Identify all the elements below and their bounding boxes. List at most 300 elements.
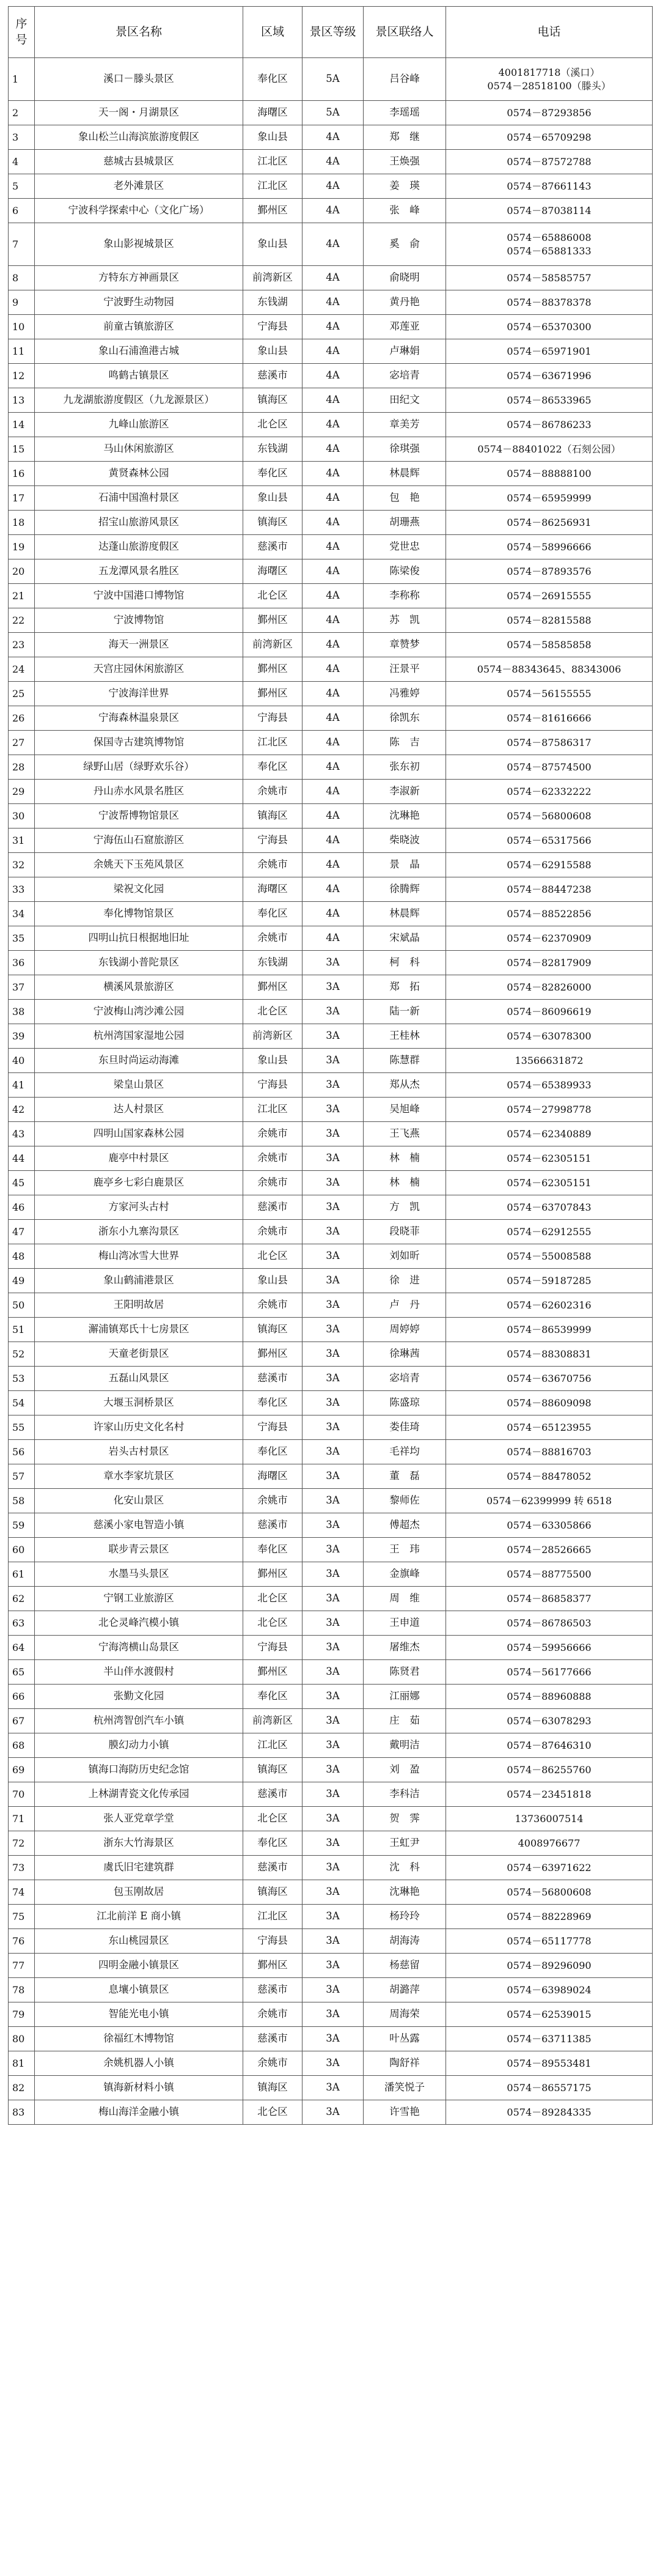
contact-cell: 景 晶 <box>364 853 446 877</box>
phone-number: 0574－65123955 <box>507 1421 592 1433</box>
table-row <box>9 926 653 951</box>
scenic-name-cell: 张勤文化园 <box>35 1685 243 1709</box>
contact-cell: 吕谷峰 <box>364 58 446 101</box>
phone-cell <box>446 486 653 511</box>
level-cell: 4A <box>302 853 364 877</box>
area-cell: 前湾新区 <box>243 633 302 657</box>
number-cell: 78 <box>9 1978 35 2002</box>
table-row <box>9 2100 653 2125</box>
scenic-name-cell: 慈溪小家电智造小镇 <box>35 1513 243 1538</box>
phone-cell <box>446 1856 653 1880</box>
level-cell: 4A <box>302 608 364 633</box>
table-row <box>9 462 653 486</box>
number-cell: 27 <box>9 731 35 755</box>
phone-cell <box>446 150 653 174</box>
scenic-name-cell: 招宝山旅游风景区 <box>35 511 243 535</box>
scenic-name-cell: 宁波梅山湾沙滩公园 <box>35 1000 243 1024</box>
scenic-name-cell: 象山鹤浦港景区 <box>35 1269 243 1293</box>
area-cell: 镇海区 <box>243 388 302 413</box>
table-row <box>9 1733 653 1758</box>
phone-number: 0574－62305151 <box>507 1176 592 1189</box>
scenic-area-table-container <box>8 6 652 2125</box>
phone-number: 0574－89553481 <box>507 2057 592 2069</box>
contact-cell: 周海荣 <box>364 2002 446 2027</box>
scenic-name-cell: 慈城古县城景区 <box>35 150 243 174</box>
contact-cell: 卢琳娟 <box>364 339 446 364</box>
phone-number: 0574－86786233 <box>507 418 592 430</box>
area-cell: 前湾新区 <box>243 1024 302 1049</box>
phone-cell <box>446 1685 653 1709</box>
number-cell: 14 <box>9 413 35 437</box>
phone-number: 0574－86539999 <box>507 1323 592 1335</box>
phone-number: 0574－88228969 <box>507 1910 592 1922</box>
level-cell: 3A <box>302 1489 364 1513</box>
level-cell: 4A <box>302 150 364 174</box>
area-cell: 江北区 <box>243 731 302 755</box>
phone-number: 0574－89284335 <box>507 2106 592 2118</box>
area-cell: 慈溪市 <box>243 2027 302 2051</box>
contact-cell: 郑 继 <box>364 125 446 150</box>
number-cell: 62 <box>9 1587 35 1611</box>
area-cell: 余姚市 <box>243 2051 302 2076</box>
table-row <box>9 2027 653 2051</box>
scenic-name-cell: 梁皇山景区 <box>35 1073 243 1098</box>
phone-number: 0574－88308831 <box>507 1348 592 1360</box>
number-cell: 50 <box>9 1293 35 1318</box>
contact-cell: 李淑新 <box>364 780 446 804</box>
area-cell: 东钱湖 <box>243 290 302 315</box>
phone-cell <box>446 1342 653 1367</box>
area-cell: 海曙区 <box>243 559 302 584</box>
area-cell: 慈溪市 <box>243 1367 302 1391</box>
level-cell: 3A <box>302 1978 364 2002</box>
phone-number: 0574－87574500 <box>507 761 592 773</box>
area-cell: 镇海区 <box>243 1880 302 1905</box>
scenic-name-cell: 宁海森林温泉景区 <box>35 706 243 731</box>
level-cell: 3A <box>302 1367 364 1391</box>
phone-cell <box>446 1709 653 1733</box>
scenic-name-cell: 宁海伍山石窟旅游区 <box>35 829 243 853</box>
table-row <box>9 1244 653 1269</box>
level-cell: 3A <box>302 2027 364 2051</box>
contact-cell: 徐凯东 <box>364 706 446 731</box>
level-cell: 3A <box>302 2002 364 2027</box>
phone-number: 0574－59956666 <box>507 1641 592 1653</box>
phone-number: 0574－55008588 <box>507 1250 592 1262</box>
phone-number: 4001817718（溪口） <box>498 66 600 78</box>
phone-number: 0574－65959999 <box>507 492 592 504</box>
phone-number: 0574－65389933 <box>507 1079 592 1091</box>
number-cell: 73 <box>9 1856 35 1880</box>
area-cell: 慈溪市 <box>243 364 302 388</box>
level-cell: 3A <box>302 1685 364 1709</box>
scenic-name-cell: 象山影视城景区 <box>35 223 243 266</box>
phone-number: 0574－56800608 <box>507 810 592 822</box>
phone-number: 0574－63707843 <box>507 1201 592 1213</box>
area-cell: 北仑区 <box>243 413 302 437</box>
area-cell: 宁海县 <box>243 1929 302 1954</box>
level-cell: 3A <box>302 1636 364 1660</box>
table-row <box>9 1024 653 1049</box>
area-cell: 余姚市 <box>243 1293 302 1318</box>
area-cell: 奉化区 <box>243 902 302 926</box>
number-cell: 83 <box>9 2100 35 2125</box>
phone-number: 0574－62399999 转 6518 <box>486 1494 612 1507</box>
table-row <box>9 1049 653 1073</box>
table-row <box>9 1782 653 1807</box>
phone-number: 0574－87893576 <box>507 565 592 577</box>
phone-cell <box>446 1244 653 1269</box>
number-cell: 35 <box>9 926 35 951</box>
level-cell: 3A <box>302 1073 364 1098</box>
table-row <box>9 1538 653 1562</box>
scenic-name-cell: 象山石浦渔港古城 <box>35 339 243 364</box>
level-cell: 3A <box>302 1000 364 1024</box>
area-cell: 镇海区 <box>243 1318 302 1342</box>
scenic-name-cell: 天童老街景区 <box>35 1342 243 1367</box>
scenic-name-cell: 岩头古村景区 <box>35 1440 243 1464</box>
level-cell: 4A <box>302 199 364 223</box>
number-cell: 21 <box>9 584 35 608</box>
scenic-name-cell: 浙东大竹海景区 <box>35 1831 243 1856</box>
contact-cell: 李称称 <box>364 584 446 608</box>
phone-cell <box>446 926 653 951</box>
level-cell: 5A <box>302 101 364 125</box>
table-row <box>9 1831 653 1856</box>
number-cell: 76 <box>9 1929 35 1954</box>
contact-cell: 黄丹艳 <box>364 290 446 315</box>
level-cell: 3A <box>302 2100 364 2125</box>
phone-number: 0574－87661143 <box>507 180 592 192</box>
area-cell: 宁海县 <box>243 315 302 339</box>
contact-cell: 周婷婷 <box>364 1318 446 1342</box>
scenic-name-cell: 天一阁・月湖景区 <box>35 101 243 125</box>
level-cell: 4A <box>302 755 364 780</box>
phone-cell <box>446 1073 653 1098</box>
phone-cell <box>446 535 653 559</box>
table-row <box>9 1000 653 1024</box>
area-cell: 余姚市 <box>243 1489 302 1513</box>
contact-cell: 林 楠 <box>364 1146 446 1171</box>
level-cell: 3A <box>302 1269 364 1293</box>
table-row <box>9 1073 653 1098</box>
number-cell: 79 <box>9 2002 35 2027</box>
phone-number: 0574－62539015 <box>507 2008 592 2020</box>
contact-cell: 徐琪强 <box>364 437 446 462</box>
scenic-name-cell: 五磊山风景区 <box>35 1367 243 1391</box>
table-row <box>9 1587 653 1611</box>
area-cell: 北仑区 <box>243 1244 302 1269</box>
level-cell: 3A <box>302 1929 364 1954</box>
number-cell: 64 <box>9 1636 35 1660</box>
area-cell: 东钱湖 <box>243 437 302 462</box>
scenic-name-cell: 方特东方神画景区 <box>35 266 243 290</box>
level-cell: 4A <box>302 174 364 199</box>
contact-cell: 方 凯 <box>364 1195 446 1220</box>
phone-cell <box>446 174 653 199</box>
area-cell: 慈溪市 <box>243 1782 302 1807</box>
area-cell: 慈溪市 <box>243 1195 302 1220</box>
phone-cell <box>446 706 653 731</box>
contact-cell: 王虹尹 <box>364 1831 446 1856</box>
phone-number: 0574－88378378 <box>507 296 592 308</box>
phone-number: 0574－63670756 <box>507 1372 592 1384</box>
scenic-name-cell: 智能光电小镇 <box>35 2002 243 2027</box>
table-row <box>9 1269 653 1293</box>
level-cell: 3A <box>302 1562 364 1587</box>
level-cell: 4A <box>302 633 364 657</box>
table-row <box>9 388 653 413</box>
table-row <box>9 315 653 339</box>
phone-cell <box>446 1831 653 1856</box>
contact-cell: 宓培青 <box>364 364 446 388</box>
table-row <box>9 413 653 437</box>
number-cell: 47 <box>9 1220 35 1244</box>
area-cell: 宁海县 <box>243 829 302 853</box>
contact-cell: 陆一新 <box>364 1000 446 1024</box>
contact-cell: 胡潞萍 <box>364 1978 446 2002</box>
phone-cell <box>446 608 653 633</box>
phone-number: 0574－88888100 <box>507 467 592 479</box>
level-cell: 4A <box>302 388 364 413</box>
level-cell: 4A <box>302 780 364 804</box>
number-cell: 22 <box>9 608 35 633</box>
phone-cell <box>446 2002 653 2027</box>
contact-cell: 王桂林 <box>364 1024 446 1049</box>
phone-cell <box>446 1538 653 1562</box>
level-cell: 3A <box>302 1660 364 1685</box>
contact-cell: 俞晓明 <box>364 266 446 290</box>
table-row <box>9 608 653 633</box>
number-cell: 45 <box>9 1171 35 1195</box>
scenic-name-cell: 溪口－滕头景区 <box>35 58 243 101</box>
table-row <box>9 804 653 829</box>
contact-cell: 娄佳琦 <box>364 1415 446 1440</box>
number-cell: 65 <box>9 1660 35 1685</box>
table-row <box>9 1171 653 1195</box>
number-cell: 10 <box>9 315 35 339</box>
area-cell: 镇海区 <box>243 1758 302 1782</box>
level-cell: 3A <box>302 951 364 975</box>
phone-cell <box>446 1513 653 1538</box>
scenic-name-cell: 宁波帮博物馆景区 <box>35 804 243 829</box>
contact-cell: 党世忠 <box>364 535 446 559</box>
contact-cell: 陈慧群 <box>364 1049 446 1073</box>
contact-cell: 贺 霁 <box>364 1807 446 1831</box>
phone-number: 0574－82826000 <box>507 981 592 993</box>
phone-number: 0574－82817909 <box>507 956 592 969</box>
level-cell: 4A <box>302 657 364 682</box>
number-cell: 57 <box>9 1464 35 1489</box>
level-cell: 4A <box>302 125 364 150</box>
phone-number: 0574－86255760 <box>507 1763 592 1776</box>
contact-cell: 刘 盈 <box>364 1758 446 1782</box>
area-cell: 江北区 <box>243 174 302 199</box>
phone-number: 0574－58585858 <box>507 638 592 651</box>
area-cell: 江北区 <box>243 1905 302 1929</box>
table-row <box>9 657 653 682</box>
contact-cell: 章美芳 <box>364 413 446 437</box>
phone-number: 0574－58996666 <box>507 541 592 553</box>
table-row <box>9 1098 653 1122</box>
area-cell: 鄞州区 <box>243 1342 302 1367</box>
scenic-name-cell: 横溪风景旅游区 <box>35 975 243 1000</box>
scenic-name-cell: 梅山海洋金融小镇 <box>35 2100 243 2125</box>
number-cell: 28 <box>9 755 35 780</box>
table-row <box>9 1146 653 1171</box>
scenic-name-cell: 鹿亭乡七彩白鹿景区 <box>35 1171 243 1195</box>
table-row <box>9 1978 653 2002</box>
phone-cell <box>446 388 653 413</box>
contact-cell: 叶丛露 <box>364 2027 446 2051</box>
number-cell: 32 <box>9 853 35 877</box>
area-cell: 鄞州区 <box>243 975 302 1000</box>
scenic-name-cell: 绿野山居（绿野欢乐谷） <box>35 755 243 780</box>
scenic-name-cell: 联步青云景区 <box>35 1538 243 1562</box>
phone-number: 0574－88478052 <box>507 1470 592 1482</box>
level-cell: 3A <box>302 1587 364 1611</box>
contact-cell: 章赞梦 <box>364 633 446 657</box>
phone-cell <box>446 413 653 437</box>
number-cell: 53 <box>9 1367 35 1391</box>
contact-cell: 江丽娜 <box>364 1685 446 1709</box>
number-cell: 12 <box>9 364 35 388</box>
table-row <box>9 706 653 731</box>
phone-number: 0574－87293856 <box>507 106 592 119</box>
scenic-name-cell: 四明金融小镇景区 <box>35 1954 243 1978</box>
area-cell: 余姚市 <box>243 853 302 877</box>
table-row <box>9 1391 653 1415</box>
level-cell: 3A <box>302 1807 364 1831</box>
phone-cell <box>446 1733 653 1758</box>
scenic-name-cell: 镇海新材料小镇 <box>35 2076 243 2100</box>
number-cell: 49 <box>9 1269 35 1293</box>
phone-cell <box>446 339 653 364</box>
contact-cell: 林晨辉 <box>364 902 446 926</box>
contact-cell: 潘笑悦子 <box>364 2076 446 2100</box>
level-cell: 3A <box>302 1880 364 1905</box>
area-cell: 象山县 <box>243 339 302 364</box>
area-cell: 北仑区 <box>243 1611 302 1636</box>
level-cell: 4A <box>302 535 364 559</box>
table-row <box>9 755 653 780</box>
area-cell: 鄞州区 <box>243 657 302 682</box>
phone-cell <box>446 125 653 150</box>
level-cell: 3A <box>302 1122 364 1146</box>
phone-cell <box>446 58 653 101</box>
area-cell: 北仑区 <box>243 584 302 608</box>
contact-cell: 王申道 <box>364 1611 446 1636</box>
level-cell: 4A <box>302 926 364 951</box>
level-cell: 4A <box>302 462 364 486</box>
number-cell: 23 <box>9 633 35 657</box>
area-cell: 象山县 <box>243 1049 302 1073</box>
phone-cell <box>446 1122 653 1146</box>
contact-cell: 陶舒祥 <box>364 2051 446 2076</box>
level-cell: 4A <box>302 437 364 462</box>
number-cell: 67 <box>9 1709 35 1733</box>
phone-number: 0574－63971622 <box>507 1861 592 1873</box>
table-row <box>9 584 653 608</box>
level-cell: 3A <box>302 1782 364 1807</box>
phone-number: 0574－82815588 <box>507 614 592 626</box>
scenic-name-cell: 徐福红木博物馆 <box>35 2027 243 2051</box>
phone-number: 4008976677 <box>518 1837 581 1849</box>
number-cell: 59 <box>9 1513 35 1538</box>
area-cell: 象山县 <box>243 486 302 511</box>
area-cell: 镇海区 <box>243 804 302 829</box>
area-cell: 余姚市 <box>243 780 302 804</box>
phone-number: 0574－88522856 <box>507 907 592 920</box>
number-cell: 11 <box>9 339 35 364</box>
level-cell: 3A <box>302 1440 364 1464</box>
phone-number: 0574－81616666 <box>507 712 592 724</box>
phone-cell <box>446 1391 653 1415</box>
phone-number: 0574－28518100（滕头） <box>487 79 611 92</box>
contact-cell: 庄 茹 <box>364 1709 446 1733</box>
number-cell: 66 <box>9 1685 35 1709</box>
phone-number: 0574－27998778 <box>507 1103 592 1115</box>
contact-cell: 黎师佐 <box>364 1489 446 1513</box>
contact-cell: 陈贤君 <box>364 1660 446 1685</box>
scenic-name-cell: 丹山赤水风景名胜区 <box>35 780 243 804</box>
level-cell: 3A <box>302 975 364 1000</box>
table-row <box>9 2076 653 2100</box>
contact-cell: 杨玲玲 <box>364 1905 446 1929</box>
phone-cell <box>446 1269 653 1293</box>
number-cell: 55 <box>9 1415 35 1440</box>
level-cell: 3A <box>302 1024 364 1049</box>
level-cell: 3A <box>302 1856 364 1880</box>
phone-cell <box>446 877 653 902</box>
area-cell: 鄞州区 <box>243 1954 302 1978</box>
phone-cell <box>446 584 653 608</box>
scenic-name-cell: 余姚天下玉苑风景区 <box>35 853 243 877</box>
area-cell: 北仑区 <box>243 1587 302 1611</box>
phone-cell <box>446 1049 653 1073</box>
phone-cell <box>446 1000 653 1024</box>
scenic-name-cell: 梅山湾冰雪大世界 <box>35 1244 243 1269</box>
number-cell: 33 <box>9 877 35 902</box>
level-cell: 4A <box>302 339 364 364</box>
number-cell: 9 <box>9 290 35 315</box>
table-row <box>9 731 653 755</box>
number-cell: 58 <box>9 1489 35 1513</box>
contact-cell: 包 艳 <box>364 486 446 511</box>
contact-cell: 胡海涛 <box>364 1929 446 1954</box>
phone-cell <box>446 1367 653 1391</box>
table-row <box>9 559 653 584</box>
scenic-name-cell: 宁波野生动物园 <box>35 290 243 315</box>
phone-number: 0574－65971901 <box>507 345 592 357</box>
phone-number: 0574－87646310 <box>507 1739 592 1751</box>
table-row <box>9 975 653 1000</box>
table-row <box>9 780 653 804</box>
number-cell: 69 <box>9 1758 35 1782</box>
scenic-name-cell: 象山松兰山海滨旅游度假区 <box>35 125 243 150</box>
header-cell-level: 景区等级 <box>302 7 364 58</box>
table-row <box>9 1367 653 1391</box>
number-cell: 26 <box>9 706 35 731</box>
phone-cell <box>446 1807 653 1831</box>
phone-number: 0574－56155555 <box>507 687 592 699</box>
number-cell: 51 <box>9 1318 35 1342</box>
scenic-name-cell: 宁波海洋世界 <box>35 682 243 706</box>
header-cell-contact: 景区联络人 <box>364 7 446 58</box>
header-cell-name: 景区名称 <box>35 7 243 58</box>
contact-cell: 李科洁 <box>364 1782 446 1807</box>
number-cell: 36 <box>9 951 35 975</box>
